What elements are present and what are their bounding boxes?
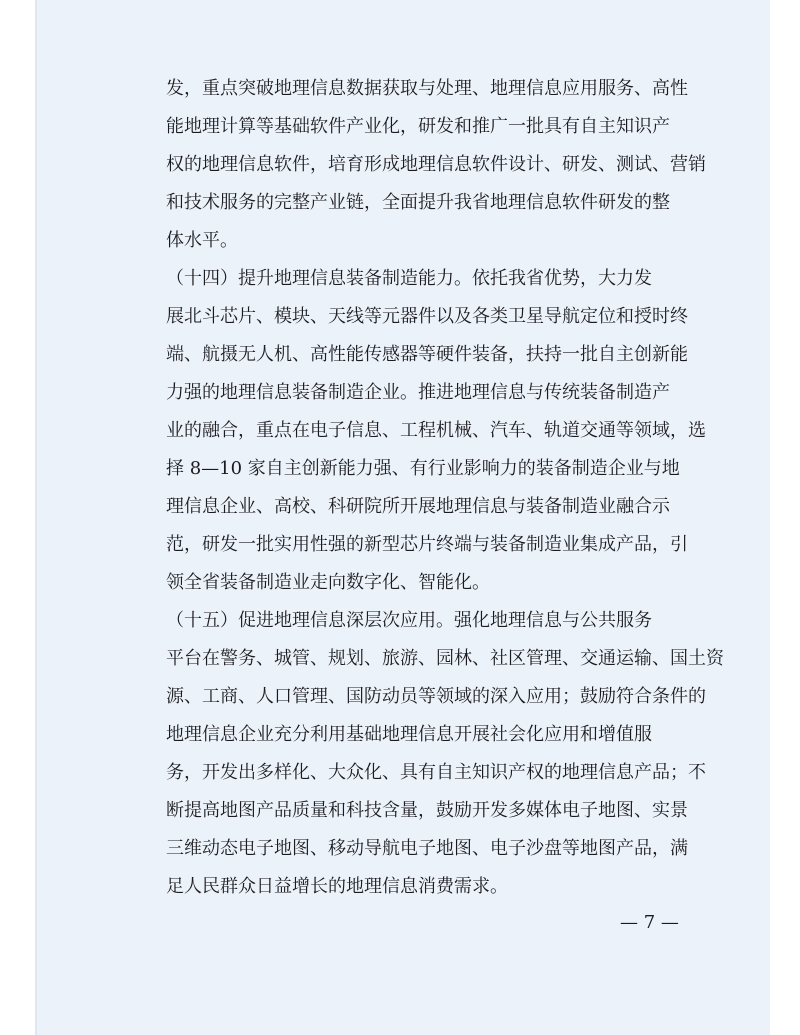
text-line: 端、航摄无人机、高性能传感器等硬件装备，扶持一批自主创新能 bbox=[166, 344, 688, 365]
text-line: 业的融合，重点在电子信息、工程机械、汽车、轨道交通等领域，选 bbox=[166, 420, 706, 441]
page-number: — 7 — bbox=[620, 912, 679, 933]
text-line: 发，重点突破地理信息数据获取与处理、地理信息应用服务、高性 bbox=[166, 78, 688, 99]
text-line: 范，研发一批实用性强的新型芯片终端与装备制造业集成产品，引 bbox=[166, 534, 688, 555]
text-line: 三维动态电子地图、移动导航电子地图、电子沙盘等地图产品，满 bbox=[166, 838, 688, 859]
text-line: 地理信息企业充分利用基础地理信息开展社会化应用和增值服 bbox=[166, 724, 652, 745]
text-line: 展北斗芯片、模块、天线等元器件以及各类卫星导航定位和授时终 bbox=[166, 306, 688, 327]
text-line: （十四）提升地理信息装备制造能力。依托我省优势，大力发 bbox=[166, 268, 652, 289]
text-line: 力强的地理信息装备制造企业。推进地理信息与传统装备制造产 bbox=[166, 382, 670, 403]
text-line: 和技术服务的完整产业链，全面提升我省地理信息软件研发的整 bbox=[166, 192, 670, 213]
text-line: 权的地理信息软件，培育形成地理信息软件设计、研发、测试、营销 bbox=[166, 154, 706, 175]
text-line: 足人民群众日益增长的地理信息消费需求。 bbox=[166, 876, 508, 897]
text-line: 领全省装备制造业走向数字化、智能化。 bbox=[166, 572, 490, 593]
text-line: 体水平。 bbox=[166, 230, 238, 251]
text-line: 能地理计算等基础软件产业化，研发和推广一批具有自主知识产 bbox=[166, 116, 670, 137]
text-line: 平台在警务、城管、规划、旅游、园林、社区管理、交通运输、国土资 bbox=[166, 648, 724, 669]
text-line: 断提高地图产品质量和科技含量，鼓励开发多媒体电子地图、实景 bbox=[166, 800, 688, 821]
text-line: 源、工商、人口管理、国防动员等领域的深入应用；鼓励符合条件的 bbox=[166, 686, 706, 707]
text-line: 理信息企业、高校、科研院所开展地理信息与装备制造业融合示 bbox=[166, 496, 670, 517]
text-line: （十五）促进地理信息深层次应用。强化地理信息与公共服务 bbox=[166, 610, 652, 631]
text-line: 务，开发出多样化、大众化、具有自主知识产权的地理信息产品；不 bbox=[166, 762, 706, 783]
text-line: 择 8—10 家自主创新能力强、有行业影响力的装备制造企业与地 bbox=[166, 458, 680, 479]
body-text bbox=[166, 70, 724, 906]
